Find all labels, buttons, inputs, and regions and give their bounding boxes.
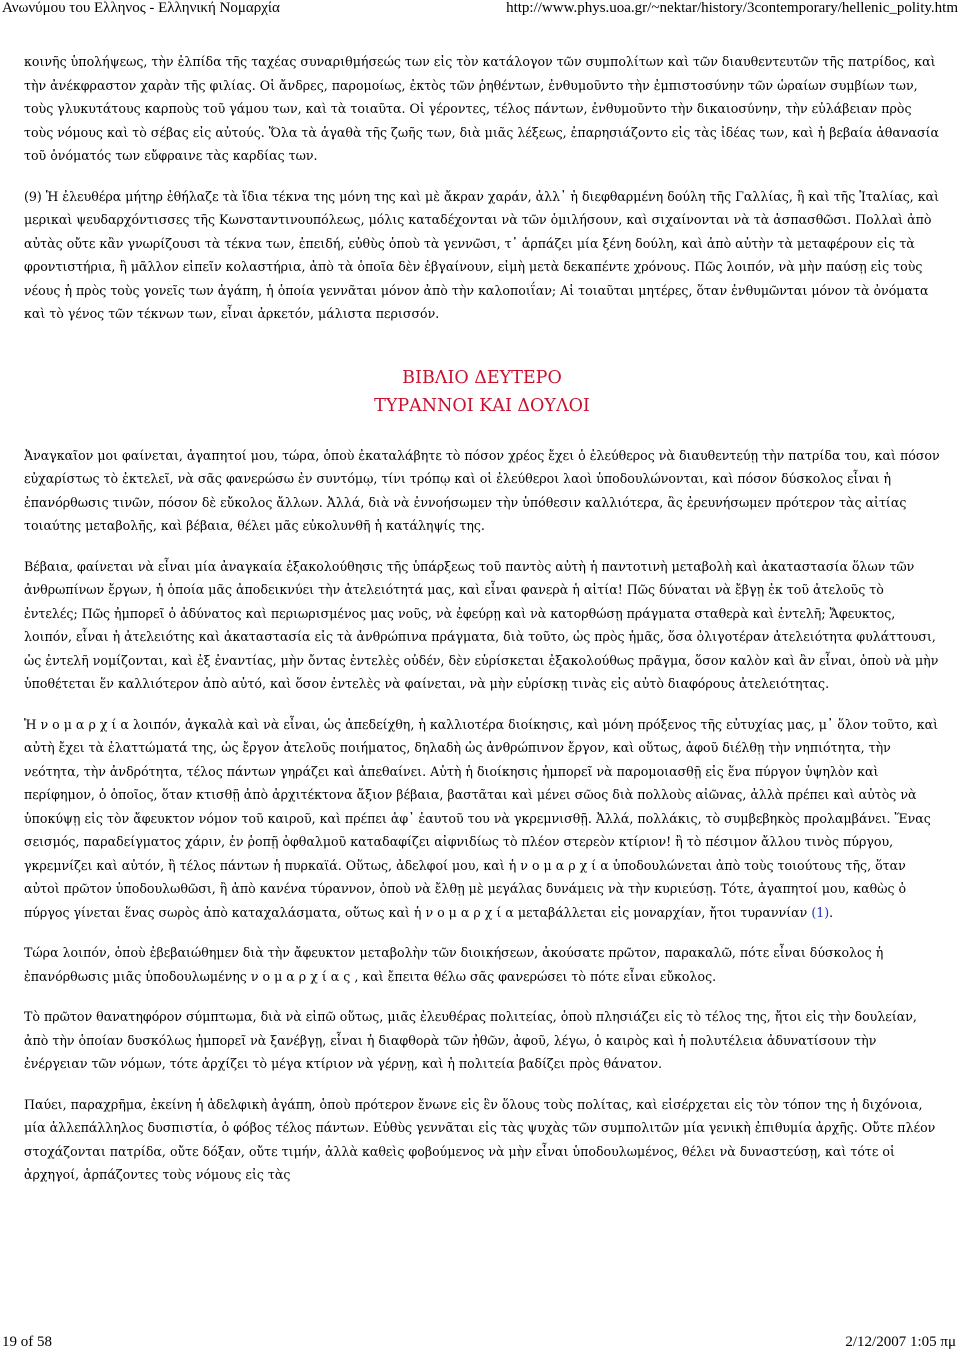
print-footer — [0, 1333, 960, 1355]
paragraph: κοινῆς ὑπολήψεως, τὴν ἐλπίδα τῆς ταχέας συναριθμήσεώς των εἰς τὸν κατάλογον τῶν συμπολίτων καὶ τῶν διαυθεντευτῶν τῆς πατρίδος, καὶ τὴν ἀνέκφραστον χαρὰν τῆς φιλίας. Οἱ ἄνδρες, παρομοίως, ἐκτὸς τῶν ῥηθέντων, ἐνθυμοῦντο τὴν ἐμπιστοσύνην τῶν ὡραίων συμβίων των, τοὺς γλυκυτάτους καρποὺς τοῦ γάμου των, καὶ τὰ τοιαῦτα. Οἱ γέροντες, τέλος πάντων, ἐνθυμοῦντο τὴν δικαιοσύνην, τὴν εὐλάβειαν πρὸς τοὺς νόμους καὶ τὸ σέβας εἰς αὐτούς. Ὅλα τὰ ἀγαθὰ τῆς ζωῆς των, διὰ μιᾶς λέξεως, ἐπαρησιάζοντο εἰς τὰς ἰδέας των, καὶ ἡ βεβαία ἀθανασία τοῦ ὀνόματός των εὔφραινε τὰς καρδίας των. — [24, 54, 940, 163]
paragraph: Βέβαια, φαίνεται νὰ εἶναι μία ἀναγκαία ἐξακολούθησις τῆς ὑπάρξεως τοῦ παντὸς αὐτὴ ἡ παντοτινὴ μεταβολὴ καὶ ἀκαταστασία ὅλων τῶν ἀνθρωπίνων ἔργων, ἡ ὁποία μᾶς ἀποδεικνύει τὴν ἀτελειότητά μας, καὶ εἶναι φανερὰ ἡ αἰτία! Πῶς δύναται νὰ ἔβγῃ ἐκ τοῦ ἀτελοῦς τὸ ἐντελές; Πῶς ἠμπορεῖ ὁ ἀδύνατος καὶ περιωρισμένος μας νοῦς, νὰ ἐφεύρῃ καὶ νὰ κατορθώσῃ πράγματα σταθερὰ καὶ ἐντελῆ; Ἄφευκτος, λοιπόν, εἶναι ἡ ἀτελειότης καὶ ἀκαταστασία εἰς τὰ ἀνθρώπινα πράγματα, διὰ τοῦτο, ὡς πρὸς ἡμᾶς, ὅσα ὀλιγοτέραν ἀτελειότητα φυλάττουσι, ὡς ἐντελῆ νομίζονται, καὶ ἐξ ἐναντίας, μὴν ὄντας ἐντελὲς οὐδέν, δὲν εὑρίσκεται ἐξακολούθως πρᾶγμα, ὅσον καλὸν καὶ ἂν εἶναι, ὁποὺ νὰ μὴν ὑποθέτεται ἕν καλλιότερον ἀπὸ αὐτό, καὶ ὅσον ἐντελὲς νὰ φαίνεται, νὰ μὴν εὑρίσκῃ τινὰς εἰς αὐτὸ διαφόρους ἀτελειότητας. — [24, 558, 939, 691]
print-datetime: 2/12/2007 1:05 πμ — [845, 1334, 956, 1350]
paragraph: Παύει, παραχρῆμα, ἐκείνη ἡ ἀδελφικὴ ἀγάπη, ὁποὺ πρότερον ἔνωνε εἰς ἓν ὅλους τοὺς πολίτας, καὶ εἰσέρχεται εἰς τὸν τόπον της ἡ διχόνοια, μία ἀλλεπάλληλος δυσπιστία, ὁ φόβος τέλος πάντων. Εὐθὺς γεννᾶται εἰς τὰς ψυχὰς τῶν συμπολιτῶν μία γενικὴ ἐπιθυμία ἀρχῆς. Οὔτε πλέον στοχάζονται πατρίδα, οὔτε δόξαν, οὔτε τιμήν, ἀλλὰ καθεὶς φοβούμενος νὰ μὴν εἶναι ὑποδουλωμένος, θέλει νὰ δυναστεύσῃ, καὶ τότε οἱ ἀρχηγοί, ἁρπάζοντες τοὺς νόμους εἰς τὰς — [24, 1096, 936, 1182]
page-title: Ανωνύμου του Ελληνος - Ελληνική Νομαρχία — [2, 0, 280, 16]
paragraph: (9) Ἡ ἐλευθέρα μήτηρ ἐθήλαζε τὰ ἴδια τέκνα της μόνη της καὶ μὲ ἄκραν χαράν, ἀλλ᾽ ἡ διεφθαρμένη δούλη τῆς Γαλλίας, ἢ καὶ τῆς Ἰταλίας, καὶ μερικαὶ ψευδαρχόντισσες τῆς Κωνσταντινουπόλεως, μόλις καταδέχονται νὰ τῶν ὁμιλήσουν, καὶ σιχαίνονται νὰ τὰ ἀσπασθῶσι. Πολλαὶ ἀπὸ αὐτὰς οὔτε κἂν γνωρίζουσι τὰ τέκνα των, ἐπειδή, εὐθὺς ὁποὺ τὰ γεννῶσι, τ᾽ ἁρπάζει μία ξένη δούλη, καὶ ἀπὸ αὐτὴν τὰ μεταφέρουν εἰς τὰ φροντιστήρια, ἢ μᾶλλον εἰπεῖν κολαστήρια, ἀπὸ τὰ ὁποῖα δὲν ἐβγαίνουν, εἰμὴ μετὰ δεκαπέντε χρόνους. Πῶς λοιπόν, νὰ μὴν παύσῃ εἰς τοὺς νέους ἡ πρὸς τοὺς γονεῖς των ἀγάπη, ἡ ὁποία γεννᾶται μόνον ἀπὸ τὴν καλοποιΐαν; Αἱ τοιαῦται μητέρες, ὅταν ἐνθυμῶνται μόνον τὰ ὀνόματα καὶ τὸ γένος τῶν τέκνων των, εἶναι ἀρκετόν, μάλιστα περισσόν. — [24, 188, 940, 321]
page-number: 19 of 58 — [2, 1334, 52, 1350]
paragraph: Ἀναγκαῖον μοι φαίνεται, ἀγαπητοί μου, τώρα, ὁποὺ ἐκαταλάβητε τὸ πόσον χρέος ἔχει ὁ ἐλεύθερος νὰ διαυθεντεύῃ τὴν πατρίδα του, καὶ πόσον εὐχαρίστως τὸ ἐκτελεῖ, νὰ σᾶς φανερώσω ἐν συντόμῳ, τίνι τρόπῳ καὶ οἱ ἐλεύθεροι λαοὶ ὑποδουλώνονται, καὶ πόσον δύσκολος εἶναι ἡ ἐπανόρθωσις τινῶν, πόσον δὲ εὔκολος ἄλλων. Ἀλλά, διὰ νὰ ἐννοήσωμεν τὴν ὑπόθεσιν καλλιότερα, ἂς ἐρευνήσωμεν πρότερον τὰς αἰτίας τοιαύτης μεταβολῆς, καὶ βέβαια, θέλει μᾶς εὐκολυνθῆ ἡ κατάληψίς της. — [24, 447, 940, 533]
book-title: ΒΙΒΛΙΟ ΔΕΥΤΕΡΟ — [402, 367, 562, 388]
paragraph-text: Ἡ ν ο μ α ρ χ ί α λοιπόν, ἀγκαλὰ καὶ νὰ εἶναι, ὡς ἀπεδείχθη, ἡ καλλιοτέρα διοίκησις, καὶ μόνη πρόξενος τῆς εὐτυχίας μας, μ᾽ ὅλον τοῦτο, καὶ αὐτὴ ἔχει τὰ ἐλαττώματά της, ὡς ἔργον ἀτελοῦς ποιήματος, δηλαδὴ ὡς ἀνθρώπινον ἔργον, καὶ οὕτως, ἀφοῦ διέλθῃ τὴν νηπιότητα, τὴν νεότητα, τὴν ἀνδρότητα, τέλος πάντων γηράζει καὶ ἀπεθαίνει. Αὐτὴ ἡ διοίκησις ἠμπορεῖ νὰ παρομοιασθῇ εἰς ἕνα πύργον ὑψηλὸν καὶ περίφημον, ὁ ὁποῖος, ὅταν κτισθῇ ἀπὸ ἀρχιτέκτονα ἄξιον βέβαια, βαστᾶται καὶ μένει σῶος διὰ πολλοὺς αἰῶνας, ἀλλὰ πρέπει καὶ αὐτὸς νὰ ὑποκύψῃ εἰς τὸν ἄφευκτον νόμον τοῦ καιροῦ, καὶ πρέπει ἀφ᾽ ἑαυτοῦ του νὰ γκρεμνισθῇ. Ἀλλά, πολλάκις, τὸ συμβεβηκὸς προλαμβάνει. Ἕνας σεισμός, παραδείγματος χάριν, ἐν ῥοπῇ ὀφθαλμοῦ καταδαφίζει αἰφνιδίως τὸ πλέον στερεὸν κτίριον! ἢ τὸ πέσιμον ἄλλου τινὸς πύργου, γκρεμνίζει καὶ αὐτόν, ἢ τέλος πάντων ἡ πυρκαϊά. Οὕτως, ἀδελφοί μου, καὶ ἡ ν ο μ α ρ χ ί α ὑποδουλώνεται ἀπὸ τοὺς τοιούτους τῆς, ὅταν αὐτοὶ πρῶτον ὑποδουλωθῶσι, ἢ ἀπὸ κανένα τύραννον, ὁποὺ νὰ ἔλθῃ μὲ μεγάλας δυνάμεις νὰ τὴν κυριεύσῃ. Τότε, ἀγαπητοί μου, καθὼς ὁ πύργος γίνεται ἕνας σωρὸς ἀπὸ καταχαλάσματα, οὕτως καὶ ἡ ν ο μ α ρ χ ί α μεταβάλλεται εἰς μοναρχίαν, ἤτοι τυραννίαν — [24, 716, 939, 920]
paragraph: Τώρα λοιπόν, ὁποὺ ἐβεβαιώθημεν διὰ τὴν ἄφευκτον μεταβολὴν τῶν διοικήσεων, ἀκούσατε πρῶτον, παρακαλῶ, πότε εἶναι δύσκολος ἡ ἐπανόρθωσις μιᾶς ὑποδουλωμένης ν ο μ α ρ χ ί α ς , καὶ ἔπειτα θέλω σᾶς φανερώσει τὸ πότε εἶναι εὔκολος. — [24, 945, 884, 984]
document-body — [24, 50, 940, 1204]
chapter-title: ΤΥΡΑΝΝΟΙ ΚΑΙ ΔΟΥΛΟΙ — [374, 395, 590, 416]
paragraph: Τὸ πρῶτον θανατηφόρον σύμπτωμα, διὰ νὰ εἰπῶ οὕτως, μιᾶς ἐλευθέρας πολιτείας, ὁποὺ πλησιάζει εἰς τὸ τέλος της, ἤτοι εἰς τὴν δουλείαν, ἀπὸ τὴν ὁποίαν δυσκόλως ἠμπορεῖ νὰ ξανέβγῃ, εἶναι ἡ διαφθορὰ τῶν ἠθῶν, ἀφοῦ, λέγω, ὁ καιρὸς καὶ ἡ πολυτέλεια ἀδυνατίσουν τὴν ἐνέργειαν τῶν νόμων, τότε ἀρχίζει τὸ μέγα κτίριον νὰ γέρνῃ, καὶ ἡ πολιτεία βαδίζει πρὸς θάνατον. — [24, 1009, 917, 1071]
print-header — [0, 0, 960, 20]
paragraph — [24, 713, 940, 925]
paragraph-text: . — [829, 904, 834, 920]
footnote-link[interactable]: (1) — [811, 904, 830, 920]
page-url: http://www.phys.uoa.gr/~nektar/history/3contemporary/hellenic_polity.htm — [506, 0, 958, 16]
section-heading — [24, 364, 940, 420]
